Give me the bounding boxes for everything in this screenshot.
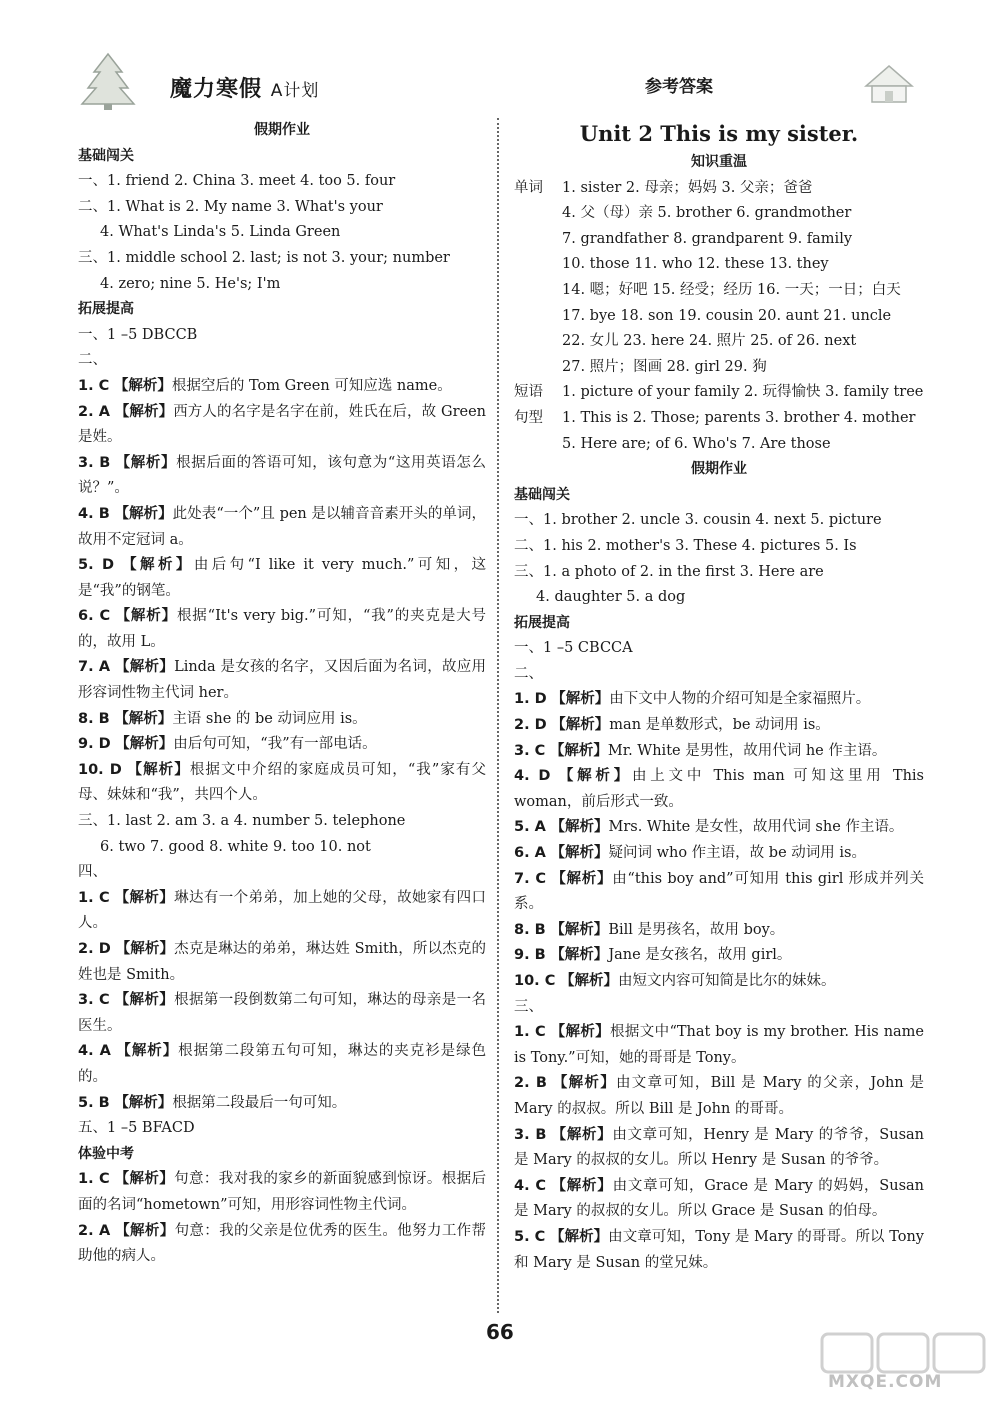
explanation-item (78, 374, 486, 400)
analysis-tag: 【解析】 (560, 973, 618, 989)
answer-line: 二、 (78, 352, 107, 369)
explanation-text: 根据文中介绍的家庭成员可知，“我”家有父母、妹妹和“我”，共四个人。 (78, 761, 487, 804)
item-number: 10. D (78, 761, 122, 778)
analysis-tag: 【解析】 (550, 947, 609, 964)
explanation-item (514, 918, 924, 944)
item-number: 6. A (514, 845, 546, 862)
explanation-item (514, 739, 924, 765)
explanation-item (78, 655, 486, 706)
right-column (514, 118, 924, 1276)
item-number: 1. D (514, 691, 547, 708)
answer-line: 三、 (514, 998, 543, 1015)
answer-line: 二、1. his 2. mother's 3. These 4. pictures 5. Is (514, 537, 857, 554)
vocab-answers: 22. 女儿 23. here 24. 照片 25. of 26. next (562, 333, 857, 350)
item-number: 7. A (78, 659, 111, 676)
analysis-tag: 【解析】 (115, 454, 177, 471)
explanation-text: 根据第二段第五句可知，琳达的夹克衫是绿色的。 (78, 1043, 487, 1085)
vocab-row (514, 329, 924, 355)
section-title: 假期作业 (691, 461, 747, 478)
answer-line: 一、1. brother 2. uncle 3. cousin 4. next 5. picture (514, 512, 882, 529)
vocab-answers: 1. This is 2. Those; parents 3. brother 4. mother (562, 409, 916, 426)
explanation-text: 由“this boy and”可知用 this girl 形成并列关系。 (514, 870, 925, 913)
explanation-text: 根据第一段倒数第二句可知，琳达的母亲是一名医生。 (78, 992, 487, 1034)
item-number: 1. C (78, 1171, 110, 1188)
analysis-tag: 【解析】 (114, 1094, 173, 1111)
item-number: 1. C (78, 889, 110, 906)
vocab-label (514, 432, 562, 458)
explanation-text: 由后句“I like it very much.”可知，这是“我”的钢笔。 (78, 557, 487, 599)
explanation-item (78, 886, 486, 937)
analysis-tag: 【解析】 (550, 1024, 611, 1041)
section-heading: 拓展提高 (78, 301, 134, 318)
vocab-label (514, 278, 562, 304)
analysis-tag: 【解析】 (114, 889, 175, 906)
section-title: 知识重温 (691, 154, 747, 170)
vocab-label (514, 201, 562, 227)
item-number: 5. A (514, 819, 546, 836)
explanation-item (514, 687, 924, 713)
explanation-text: Jane 是女孩名，故用 girl。 (608, 947, 792, 964)
explanation-text: 由下文中人物的介绍可知是全家福照片。 (609, 691, 871, 708)
explanation-item (78, 400, 486, 451)
answer-line: 三、1. middle school 2. last; is not 3. your; number (78, 249, 450, 266)
item-number: 8. B (78, 710, 110, 727)
vocab-answers: 1. sister 2. 母亲；妈妈 3. 父亲；爸爸 (562, 179, 813, 196)
vocab-answers: 14. 嗯；好吧 15. 经受；经历 16. 一天；一日；白天 (562, 281, 901, 298)
section-title: 假期作业 (254, 122, 310, 138)
vocab-row (514, 227, 924, 253)
unit-title: Unit 2 This is my sister. (579, 121, 859, 146)
vocab-label (514, 304, 562, 330)
answer-line: 6. two 7. good 8. white 9. too 10. not (100, 838, 371, 855)
analysis-tag: 【解析】 (114, 505, 173, 522)
vocab-answers: 7. grandfather 8. grandparent 9. family (562, 230, 853, 247)
analysis-tag: 【解析】 (550, 819, 609, 836)
explanation-text: 由文章可知，Bill 是 Mary 的父亲，John 是 Mary 的叔叔。所以 Bill 是 John 的哥哥。 (514, 1075, 925, 1117)
vocab-answers: 17. bye 18. son 19. cousin 20. aunt 21. uncle (562, 307, 892, 324)
explanation-item (78, 758, 486, 809)
vocab-row (514, 252, 924, 278)
vocab-row (514, 355, 924, 381)
analysis-tag: 【解析】 (551, 691, 610, 708)
explanation-item (78, 502, 486, 553)
left-column (78, 118, 486, 1270)
section-heading: 体验中考 (78, 1145, 134, 1162)
explanation-text: 根据第二段最后一句可知。 (172, 1094, 347, 1111)
analysis-tag: 【解析】 (551, 870, 613, 887)
explanation-text: 根据空后的 Tom Green 可知应选 name。 (171, 377, 452, 394)
explanation-item (514, 1020, 924, 1071)
item-number: 5. C (514, 1228, 546, 1245)
explanation-item (514, 943, 924, 969)
vocab-answers: 5. Here are; of 6. Who's 7. Are those (562, 435, 831, 452)
analysis-tag: 【解析】 (551, 1126, 613, 1143)
explanation-item (514, 867, 924, 918)
item-number: 3. B (514, 1126, 547, 1143)
answer-line: 三、1. a photo of 2. in the first 3. Here are (514, 563, 824, 580)
explanation-text: 根据文中“That boy is my brother. His name is Tony.”可知，她的哥哥是 Tony。 (514, 1024, 925, 1066)
vocab-label (514, 227, 562, 253)
vocab-label: 单词 (514, 179, 543, 196)
vocab-label: 句型 (514, 409, 543, 426)
analysis-tag: 【解析】 (116, 1043, 179, 1060)
explanation-item (514, 1071, 924, 1122)
answer-line: 五、1 –5 BFACD (78, 1120, 195, 1137)
vocab-answers: 10. those 11. who 12. these 13. they (562, 256, 829, 273)
analysis-tag: 【解析】 (115, 736, 174, 753)
explanation-text: 由上文中 This man 可知这里用 This woman，前后形式一致。 (514, 768, 924, 810)
page-title: 参考答案 (645, 77, 713, 97)
item-number: 3. C (78, 992, 110, 1009)
analysis-tag: 【解析】 (114, 403, 174, 420)
vocab-row (514, 201, 924, 227)
analysis-tag: 【解析】 (558, 768, 632, 785)
answer-line: 4. daughter 5. a dog (536, 589, 686, 606)
explanation-item (514, 1225, 924, 1276)
vocab-answers: 4. 父（母）亲 5. brother 6. grandmother (562, 205, 852, 222)
explanation-item (78, 707, 486, 733)
explanation-item (514, 1123, 924, 1174)
section-heading: 拓展提高 (514, 614, 570, 631)
explanation-text: 由文章可知，Tony 是 Mary 的哥哥。所以 Tony 和 Mary 是 Susan 的堂兄妹。 (514, 1228, 924, 1271)
watermark-text: MXQE.COM (828, 1372, 943, 1392)
item-number: 4. A (78, 1043, 111, 1060)
explanation-text: 根据“It's very big.”可知，“我”的夹克是大号的，故用 L。 (78, 608, 487, 650)
analysis-tag: 【解析】 (550, 921, 609, 938)
item-number: 8. B (514, 921, 546, 938)
explanation-item (78, 1219, 486, 1270)
vocab-row (514, 176, 924, 202)
item-number: 1. C (78, 377, 110, 394)
vocab-label (514, 355, 562, 381)
item-number: 5. B (78, 1094, 110, 1111)
explanation-text: 此处表“一个”且 pen 是以辅音音素开头的单词，故用不定冠词 a。 (78, 505, 487, 548)
explanation-text: 由文章可知，Henry 是 Mary 的爷爷，Susan 是 Mary 的叔叔的女儿。所以 Henry 是 Susan 的爷爷。 (514, 1126, 925, 1169)
item-number: 4. B (78, 505, 110, 522)
analysis-tag: 【解析】 (115, 941, 175, 957)
explanation-text: 由短文内容可知简是比尔的妹妹。 (618, 973, 836, 989)
vocab-row (514, 278, 924, 304)
explanation-text: 西方人的名字是名字在前，姓氏在后，故 Green 是姓。 (78, 403, 487, 446)
explanation-item (514, 764, 924, 815)
vocab-label: 短语 (514, 384, 543, 401)
page-number: 66 (486, 1320, 514, 1344)
item-number: 3. B (78, 454, 111, 471)
vocab-answers: 27. 照片；图画 28. girl 29. 狗 (562, 358, 767, 375)
item-number: 4. D (514, 768, 551, 785)
analysis-tag: 【解析】 (115, 1222, 175, 1239)
analysis-tag: 【解析】 (114, 992, 175, 1009)
explanation-item (514, 1174, 924, 1225)
explanation-text: 由文章可知，Grace 是 Mary 的妈妈，Susan 是 Mary 的叔叔的女儿。所以 Grace 是 Susan 的伯母。 (514, 1177, 925, 1220)
analysis-tag: 【解析】 (122, 557, 194, 574)
answer-line: 一、1 –5 CBCCA (514, 640, 633, 657)
vocab-row (514, 380, 924, 406)
item-number: 2. A (78, 1222, 111, 1239)
christmas-tree-icon (78, 52, 138, 110)
item-number: 3. C (514, 742, 546, 759)
explanation-text: 根据后面的答语可知，该句意为“这用英语怎么说？”。 (78, 454, 487, 497)
explanation-item (78, 937, 486, 988)
answer-line: 一、1. friend 2. China 3. meet 4. too 5. four (78, 173, 396, 190)
explanation-text: 琳达有一个弟弟，加上她的父母，故她家有四口人。 (78, 889, 487, 932)
answer-line: 二、1. What is 2. My name 3. What's your (78, 198, 383, 215)
item-number: 2. B (514, 1075, 547, 1092)
answer-line: 4. zero; nine 5. He's; I'm (100, 275, 281, 292)
explanation-text: 疑问词 who 作主语，故 be 动词用 is。 (608, 845, 866, 862)
explanation-text: Mr. White 是男性，故用代词 he 作主语。 (607, 742, 887, 759)
column-divider (497, 118, 499, 1313)
vocab-label (514, 252, 562, 278)
explanation-item (514, 969, 924, 995)
analysis-tag: 【解析】 (551, 717, 610, 734)
analysis-tag: 【解析】 (113, 377, 172, 394)
explanation-text: 句意：我的父亲是位优秀的医生。他努力工作帮助他的病人。 (78, 1222, 487, 1265)
house-icon (860, 62, 918, 108)
answer-line: 三、1. last 2. am 3. a 4. number 5. telephone (78, 813, 406, 830)
explanation-item (78, 451, 486, 502)
item-number: 2. D (78, 941, 111, 957)
explanation-text: Linda 是女孩的名字，又因后面为名词，故应用形容词性物主代词 her。 (78, 659, 486, 702)
item-number: 6. C (78, 608, 111, 625)
explanation-item (78, 988, 486, 1039)
vocab-row (514, 406, 924, 432)
answer-line: 4. What's Linda's 5. Linda Green (100, 224, 341, 241)
analysis-tag: 【解析】 (550, 845, 609, 862)
item-number: 1. C (514, 1024, 546, 1041)
vocab-row (514, 304, 924, 330)
item-number: 5. D (78, 557, 115, 574)
explanation-text: 主语 she 的 be 动词应用 is。 (172, 710, 367, 727)
explanation-item (78, 1091, 486, 1117)
explanation-text: Bill 是男孩名，故用 boy。 (608, 921, 785, 938)
explanation-item (78, 553, 486, 604)
analysis-tag: 【解析】 (115, 659, 175, 676)
analysis-tag: 【解析】 (549, 1228, 609, 1245)
explanation-item (78, 1167, 486, 1218)
explanation-text: 由后句可知，“我”有一部电话。 (173, 736, 377, 753)
section-heading: 基础闯关 (78, 147, 134, 164)
brand-title: 魔力寒假 A计划 (170, 77, 320, 102)
explanation-item (78, 1039, 486, 1090)
item-number: 9. B (514, 947, 546, 964)
section-heading: 基础闯关 (514, 486, 570, 503)
vocab-label (514, 329, 562, 355)
item-number: 9. D (78, 736, 111, 753)
answer-line: 四、 (78, 864, 107, 881)
analysis-tag: 【解析】 (127, 761, 190, 778)
analysis-tag: 【解析】 (114, 710, 173, 727)
analysis-tag: 【解析】 (551, 1177, 613, 1194)
analysis-tag: 【解析】 (115, 608, 177, 625)
answer-line: 一、1 –5 DBCCB (78, 326, 198, 343)
explanation-item (514, 815, 924, 841)
vocab-answers: 1. picture of your family 2. 玩得愉快 3. family tree (562, 384, 924, 401)
item-number: 2. A (78, 403, 110, 420)
explanation-item (78, 604, 486, 655)
explanation-text: 句意：我对我的家乡的新面貌感到惊讶。根据后面的名词“hometown”可知，用形容词性物主代词。 (78, 1171, 487, 1213)
explanation-item (514, 841, 924, 867)
explanation-text: Mrs. White 是女性，故用代词 she 作主语。 (608, 819, 904, 836)
analysis-tag: 【解析】 (552, 1075, 616, 1092)
explanation-text: man 是单数形式，be 动词用 is。 (609, 717, 830, 734)
analysis-tag: 【解析】 (549, 742, 608, 759)
analysis-tag: 【解析】 (114, 1171, 175, 1188)
vocab-row (514, 432, 924, 458)
item-number: 2. D (514, 717, 547, 734)
explanation-item (78, 732, 486, 758)
answer-line: 二、 (514, 665, 543, 682)
explanation-text: 杰克是琳达的弟弟，琳达姓 Smith，所以杰克的姓也是 Smith。 (78, 941, 487, 983)
item-number: 4. C (514, 1177, 547, 1194)
item-number: 10. C (514, 973, 556, 989)
explanation-item (514, 713, 924, 739)
item-number: 7. C (514, 870, 547, 887)
